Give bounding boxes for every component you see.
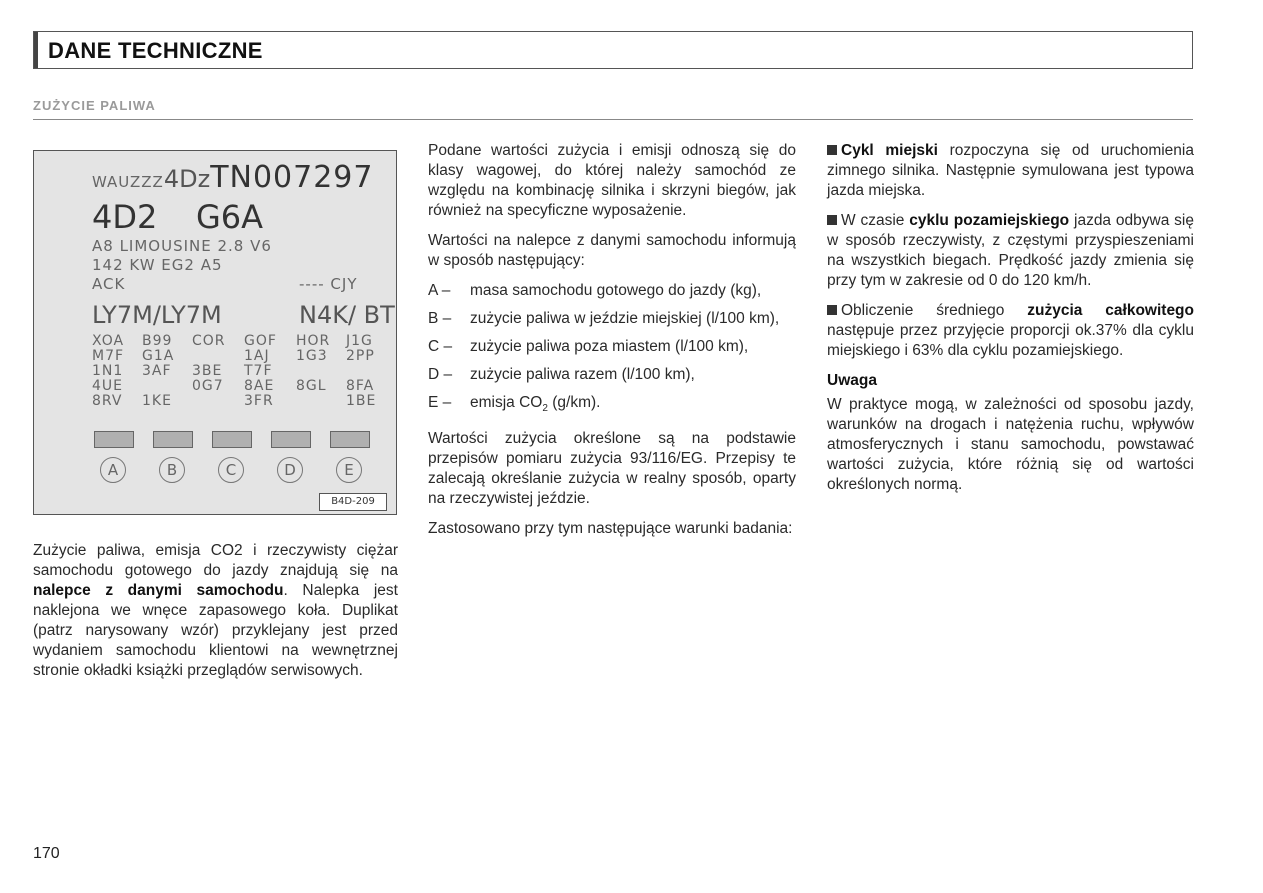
square-bullet-icon (827, 215, 837, 225)
value-box-b (153, 431, 193, 448)
col3-text-3b: następuje przez przyjęcie proporcji ok.37% dla cyklu miejskiego i 63% dla cyklu pozamiejskiego. (827, 322, 1194, 359)
value-box-e (330, 431, 370, 448)
list-letter: D – (428, 366, 453, 383)
equipment-code-column (296, 334, 330, 409)
col3-text-1: rozpoczyna się od uruchomienia zimnego silnika. Następnie symulowana jest typowa jazda miejska. (827, 142, 1194, 199)
col2-paragraph-4: Zastosowano przy tym następujące warunki badania: (428, 520, 793, 538)
equipment-code: T7F (244, 363, 273, 379)
equipment-code: J1G (346, 333, 373, 349)
col3-paragraph-2 (827, 211, 1194, 291)
circle-label-e: E (336, 457, 362, 483)
equipment-code: 1N1 (92, 363, 124, 379)
list-text: zużycie paliwa razem (l/100 km), (470, 366, 695, 383)
equipment-code (192, 349, 226, 364)
page-number: 170 (33, 845, 60, 862)
col2-paragraph-1: Podane wartości zużycia i emisji odnoszą się do klasy wagowej, do której należy samochód ze względu na kombinację silnika i skrzyni biegów, jak również na specyficzne wyposażenie. (428, 142, 796, 219)
list-text: masa samochodu gotowego do jazdy (kg), (470, 282, 762, 299)
sticker-vin (92, 160, 374, 195)
equipment-code: GOF (244, 333, 277, 349)
circle-label-d: D (277, 457, 303, 483)
header-bar (34, 32, 38, 68)
equipment-code: 1KE (142, 393, 172, 409)
equipment-code-column (244, 334, 277, 409)
sticker-line-1: A8 LIMOUSINE 2.8 V6 (92, 237, 272, 255)
col3-paragraph-3 (827, 301, 1194, 361)
sticker-engine-code: G6A (196, 198, 264, 236)
equipment-code (346, 364, 376, 379)
equipment-code: G1A (142, 348, 175, 364)
header-box (33, 31, 1193, 69)
equipment-code: 2PP (346, 348, 375, 364)
note-title: Uwaga (827, 372, 877, 389)
col3-text-2a: W czasie (841, 212, 910, 229)
col3-text-3a: Obliczenie średniego (841, 302, 1028, 319)
list-letter: C – (428, 338, 453, 355)
note-text: W praktyce mogą, w zależności od sposobu jazdy, warunków na drogach i natężenia ruchu, wpływów atmosferycznych i stanu samochodu, powstawać wartości zużycia, które różnią się od wartości określonych normą. (827, 396, 1194, 493)
sticker-vin-main: TN007297 (210, 160, 374, 195)
circle-label-a: A (100, 457, 126, 483)
col2-paragraph-2: Wartości na nalepce z danymi samochodu informują w sposób następujący: (428, 232, 796, 269)
equipment-code: 1G3 (296, 348, 328, 364)
sticker-vin-prefix: WAUZZZ (92, 173, 164, 191)
list-text-end: (g/km). (547, 394, 601, 411)
square-bullet-icon (827, 305, 837, 315)
list-item (428, 309, 796, 329)
column-2 (428, 141, 796, 549)
col1-paragraph (33, 541, 398, 681)
equipment-code (296, 364, 330, 379)
list-text: emisja CO (470, 394, 543, 411)
equipment-code: 3BE (192, 363, 223, 379)
figure-code: B4D-209 (319, 493, 387, 511)
note-title-row (827, 371, 1194, 391)
column-3 (827, 141, 1194, 505)
sticker-legend-list (428, 281, 796, 419)
section-divider (33, 119, 1193, 120)
column-1 (33, 541, 398, 691)
equipment-code: 8RV (92, 393, 123, 409)
section-title: ZUŻYCIE PALIWA (33, 98, 156, 113)
col2-paragraph-3: Wartości zużycia określone są na podstawie przepisów pomiaru zużycia 93/116/EG. Przepisy te zalecają określanie zużycia w realny sposób, oparty na rzeczywistej jeździe. (428, 430, 796, 508)
equipment-code (192, 394, 226, 409)
col3-paragraph-1 (827, 141, 1194, 201)
equipment-code: HOR (296, 333, 331, 349)
page-title: DANE TECHNICZNE (48, 38, 263, 63)
value-box-a (94, 431, 134, 448)
equipment-code: XOA (92, 333, 125, 349)
sticker-vin-mid: 4Dz (163, 165, 211, 193)
equipment-code: 8FA (346, 378, 375, 394)
equipment-code: 4UE (92, 378, 123, 394)
equipment-code: COR (192, 333, 226, 349)
equipment-code: 3FR (244, 393, 274, 409)
col3-term-urban: Cykl miejski (841, 142, 938, 159)
equipment-code-column (92, 334, 124, 409)
list-letter: B – (428, 310, 452, 327)
equipment-code: 3AF (142, 363, 172, 379)
equipment-code-column (346, 334, 376, 409)
equipment-code: 0G7 (192, 378, 224, 394)
col3-term-extraurban: cyklu pozamiejskiego (909, 212, 1070, 229)
equipment-code: B99 (142, 333, 173, 349)
list-item (428, 337, 796, 357)
equipment-code: M7F (92, 348, 125, 364)
list-item (428, 365, 796, 385)
value-box-d (271, 431, 311, 448)
circle-label-b: B (159, 457, 185, 483)
equipment-code (296, 394, 330, 409)
equipment-code: 8AE (244, 378, 275, 394)
value-box-c (212, 431, 252, 448)
vehicle-data-sticker (33, 150, 397, 515)
col1-text-b: . Nalepka jest naklejona we wnęce zapasowego koła. Duplikat (patrz narysowany wzór) przyklejany jest przed wydaniem samochodu klientowi na wewnętrznej stronie okładki książki przeglądów serwisowych. (33, 582, 398, 679)
list-letter: E – (428, 394, 452, 411)
list-subscript: 2 (542, 403, 548, 415)
list-item (428, 393, 796, 419)
sticker-line-2: 142 KW EG2 A5 (92, 256, 223, 274)
col1-text-a: Zużycie paliwa, emisja CO2 i rzeczywisty ciężar samochodu gotowego do jazdy znajdują się na (33, 542, 398, 579)
sticker-line-3-right: ---- CJY (299, 275, 358, 293)
equipment-code: 8GL (296, 378, 327, 394)
sticker-paint-right: N4K/ BT (299, 301, 395, 329)
list-text: zużycie paliwa poza miastem (l/100 km), (470, 338, 749, 355)
circle-label-c: C (218, 457, 244, 483)
equipment-code-column (192, 334, 226, 409)
col1-bold-term: nalepce z danymi samochodu (33, 582, 284, 599)
sticker-line-3-left: ACK (92, 275, 126, 293)
list-letter: A – (428, 282, 451, 299)
col3-text-2b: jazda odbywa się w sposób rzeczywisty, z częstymi przyspieszeniami na wszystkich biegach. Prędkość jazdy zmienia się przy tym w zakresie od 0 do 120 km/h. (827, 212, 1194, 289)
equipment-code-column (142, 334, 174, 409)
list-text: zużycie paliwa w jeździe miejskiej (l/100 km), (470, 310, 780, 327)
equipment-code: 1BE (346, 393, 377, 409)
sticker-paint-left: LY7M/LY7M (92, 301, 222, 329)
square-bullet-icon (827, 145, 837, 155)
sticker-model-code: 4D2 (92, 198, 158, 236)
col3-term-combined: zużycia całkowitego (1027, 302, 1194, 319)
equipment-code: 1AJ (244, 348, 270, 364)
equipment-code (142, 379, 174, 394)
list-item (428, 281, 796, 301)
